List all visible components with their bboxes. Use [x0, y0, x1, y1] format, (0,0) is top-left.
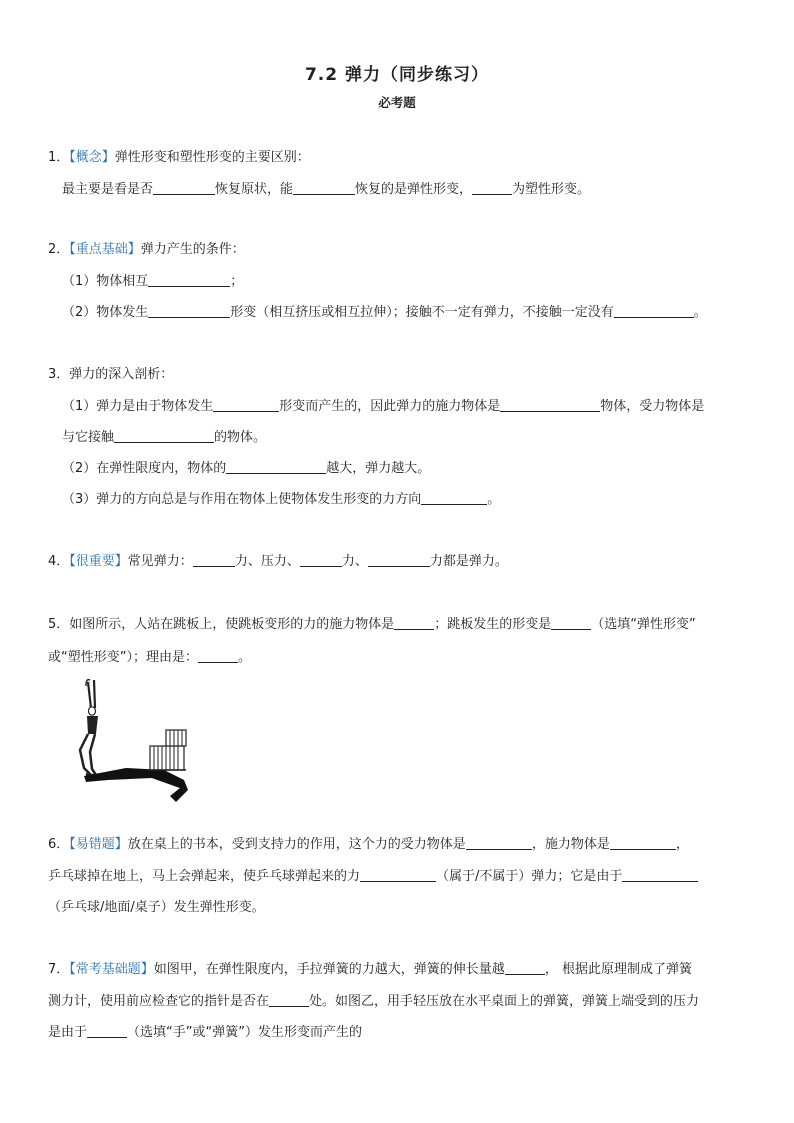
question-1-stem [48, 148, 310, 168]
question-number: 4． [48, 554, 70, 569]
text-segment: 常见弹力： [127, 554, 193, 569]
question-2-line-1 [62, 272, 243, 292]
answer-blank[interactable] [87, 1023, 127, 1038]
answer-blank[interactable] [500, 397, 600, 412]
answer-blank[interactable] [505, 960, 545, 975]
text-segment: 与它接触 [62, 430, 115, 445]
diving-board-figure [68, 676, 192, 806]
question-3-line-1 [62, 397, 704, 417]
question-7-line-3 [48, 1023, 362, 1043]
answer-blank[interactable] [148, 303, 230, 318]
text-segment: 的物体。 [214, 430, 267, 445]
text-segment: 测力计，使用前应检查它的指针是否在 [48, 994, 270, 1009]
question-7-line-1 [48, 960, 692, 980]
text-segment: （选填“弹性形变” [591, 617, 696, 632]
text-segment: ；跳板发生的形变是 [434, 617, 552, 632]
text-segment: ，施力物体是 [531, 837, 610, 852]
text-segment: （2）在弹性限度内，物体的 [62, 461, 227, 476]
answer-blank[interactable] [193, 552, 235, 567]
question-text: 弹性形变和塑性形变的主要区别： [114, 150, 310, 165]
answer-blank[interactable] [614, 303, 694, 318]
text-segment: 物体，受力物体是 [600, 399, 705, 414]
question-2-line-2 [62, 303, 707, 323]
question-number: 2． [48, 242, 70, 257]
question-tag: 【重点基础】 [69, 242, 141, 257]
question-3-stem: 3．弹力的深入剖析： [48, 367, 174, 382]
question-6-line-2 [48, 867, 698, 887]
text-segment: （1）物体相互 [62, 274, 149, 289]
answer-blank[interactable] [610, 835, 676, 850]
text-segment: 或“塑性形变”）；理由是： [48, 650, 198, 665]
text-segment: 恢复原状，能 [215, 182, 294, 197]
question-tag: 【概念】 [69, 150, 115, 165]
text-segment: 最主要是看是否 [62, 182, 154, 197]
text-segment: 如图甲，在弹性限度内，手拉弹簧的力越大，弹簧的伸长量越 [153, 962, 505, 977]
text-segment: 。 [237, 650, 251, 665]
question-3-line-2 [62, 428, 266, 448]
text-segment: 放在桌上的书本，受到支持力的作用，这个力的受力物体是 [127, 837, 466, 852]
text-segment: 。 [487, 492, 501, 507]
answer-blank[interactable] [153, 180, 215, 195]
text-segment: （1）弹力是由于物体发生 [62, 399, 214, 414]
text-segment: （2）物体发生 [62, 305, 149, 320]
text-segment: 力都是弹力。 [429, 554, 508, 569]
page-title: 7.2 弹力（同步练习） [304, 65, 490, 85]
answer-blank[interactable] [293, 180, 355, 195]
question-number: 6． [48, 837, 70, 852]
text-segment: 5．如图所示，人站在跳板上，使跳板变形的力的施力物体是 [48, 617, 395, 632]
question-text: 弹力产生的条件： [140, 242, 245, 257]
text-segment: ； [230, 274, 244, 289]
question-6-line-3: （乒乓球/地面/桌子）发生弹性形变。 [48, 900, 265, 915]
question-7-line-2 [48, 992, 699, 1012]
answer-blank[interactable] [466, 835, 532, 850]
question-tag: 【常考基础题】 [69, 962, 154, 977]
text-segment: 形变（相互挤压或相互拉伸）；接触不一定有弹力，不接触一定没有 [230, 305, 614, 320]
answer-blank[interactable] [472, 180, 512, 195]
question-3-line-3 [62, 459, 430, 479]
answer-blank[interactable] [360, 867, 436, 882]
answer-blank[interactable] [198, 648, 238, 663]
question-3-line-4 [62, 490, 500, 510]
text-segment: 恢复的是弹性形变， [355, 182, 473, 197]
text-segment: 是由于 [48, 1025, 88, 1040]
text-segment: 处。如图乙，用手轻压放在水平桌面上的弹簧，弹簧上端受到的压力 [309, 994, 700, 1009]
text-segment: ， [675, 837, 689, 852]
question-6-line-1 [48, 835, 689, 855]
text-segment: （属于/不属于）弹力；它是由于 [436, 869, 623, 884]
answer-blank[interactable] [300, 552, 342, 567]
answer-blank[interactable] [394, 615, 434, 630]
text-segment: 力、压力、 [234, 554, 300, 569]
question-4 [48, 552, 508, 572]
text-segment: （3）弹力的方向总是与作用在物体上使物体发生形变的力方向 [62, 492, 422, 507]
text-segment: 乒乓球掉在地上，马上会弹起来，使乒乓球弹起来的力 [48, 869, 361, 884]
page-subtitle: 必考题 [378, 95, 416, 110]
answer-blank[interactable] [551, 615, 591, 630]
text-segment: （选填“手”或“弹簧”）发生形变而产生的 [127, 1025, 362, 1040]
answer-blank[interactable] [213, 397, 279, 412]
question-number: 1． [48, 150, 70, 165]
answer-blank[interactable] [148, 272, 230, 287]
question-tag: 【很重要】 [69, 554, 128, 569]
answer-blank[interactable] [368, 552, 430, 567]
text-segment: 形变而产生的，因此弹力的施力物体是 [279, 399, 501, 414]
answer-blank[interactable] [114, 428, 214, 443]
question-number: 7． [48, 962, 70, 977]
text-segment: 力、 [341, 554, 368, 569]
question-tag: 【易错题】 [69, 837, 128, 852]
question-1-line-2 [62, 180, 590, 200]
answer-blank[interactable] [622, 867, 698, 882]
answer-blank[interactable] [269, 992, 309, 1007]
question-5-line-1 [48, 615, 696, 635]
question-2-stem [48, 240, 245, 260]
text-segment: 。 [693, 305, 707, 320]
answer-blank[interactable] [421, 490, 487, 505]
text-segment: 越大，弹力越大。 [326, 461, 431, 476]
text-segment: 为塑性形变。 [512, 182, 591, 197]
answer-blank[interactable] [226, 459, 326, 474]
text-segment: ， 根据此原理制成了弹簧 [544, 962, 692, 977]
question-5-line-2 [48, 648, 251, 668]
